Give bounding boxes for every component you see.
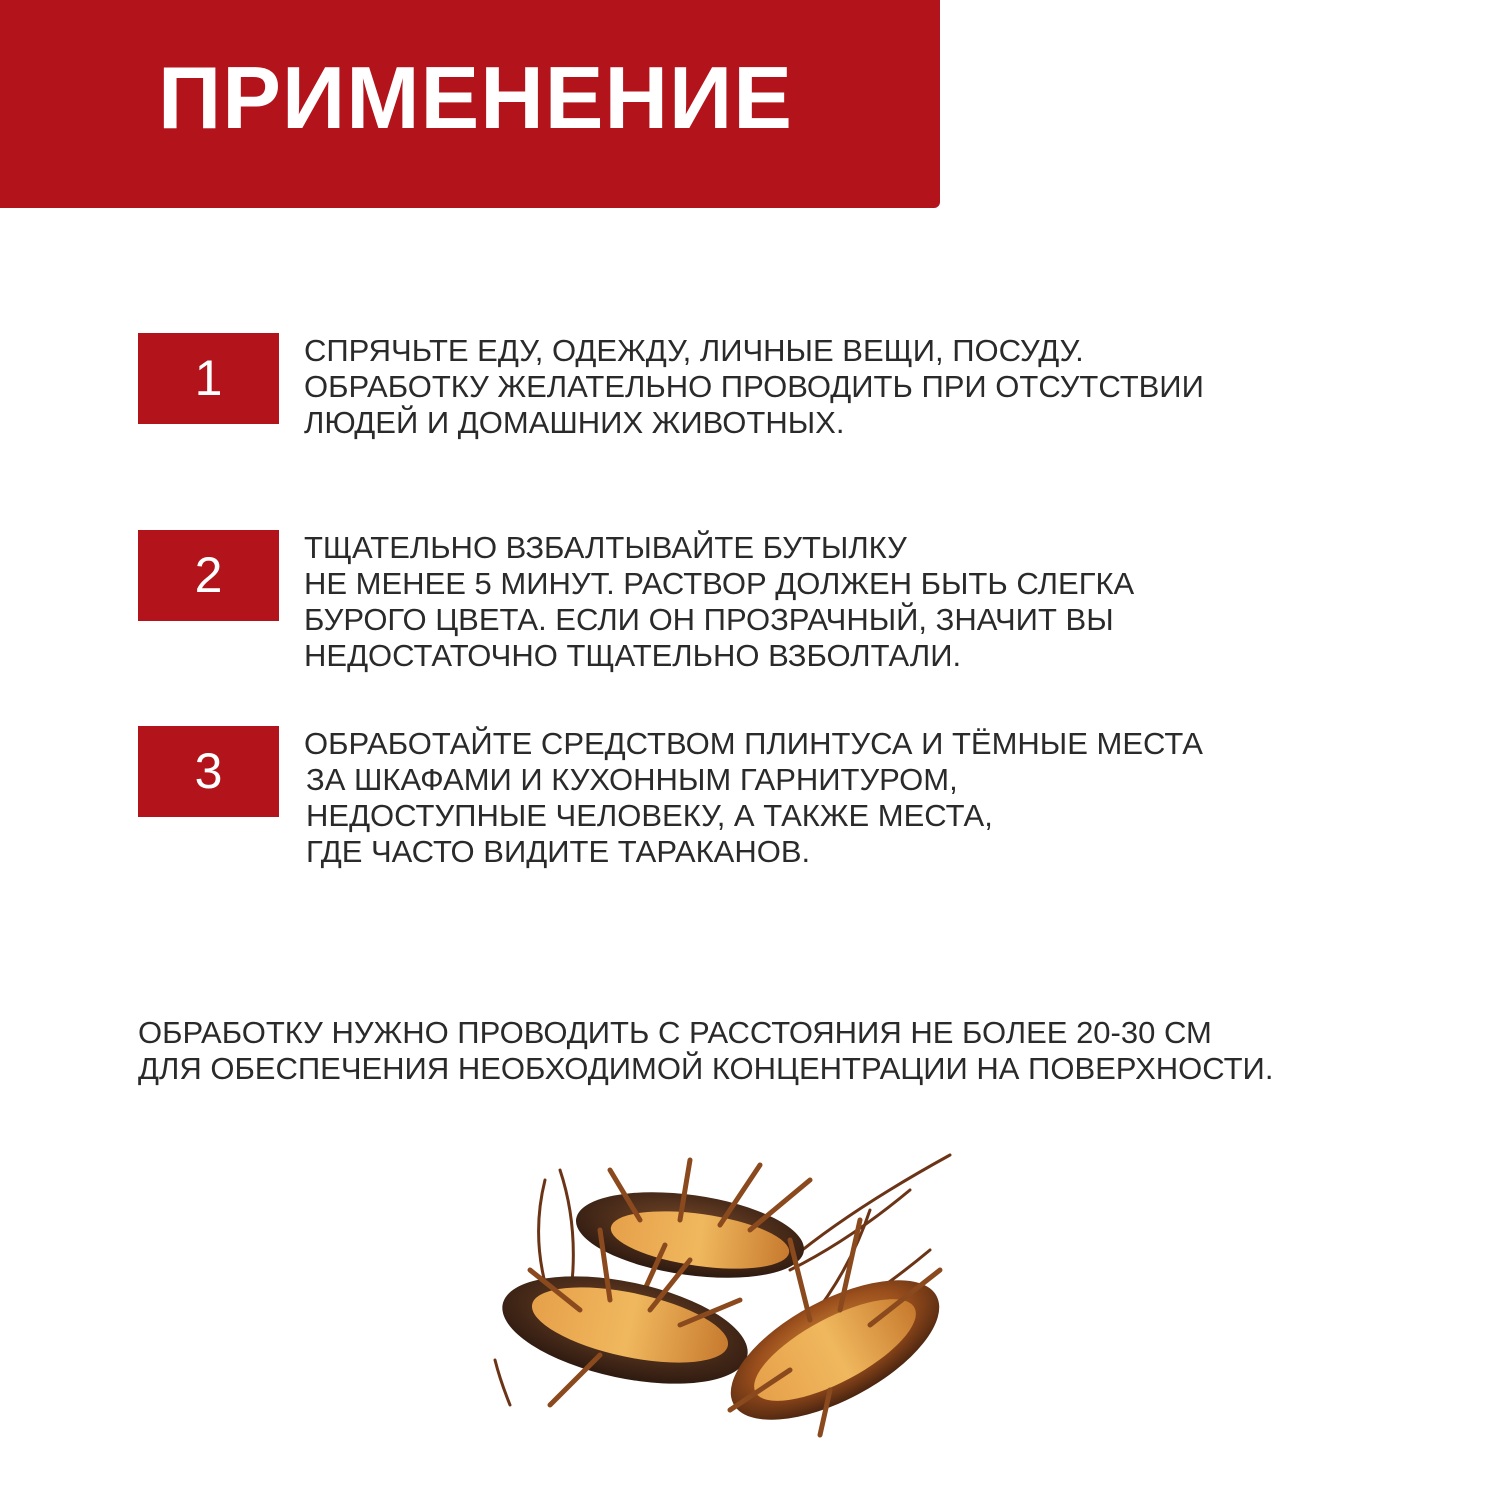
step-text-line: ГДЕ ЧАСТО ВИДИТЕ ТАРАКАНОВ.	[306, 834, 811, 869]
step-text-line: НЕ МЕНЕЕ 5 МИНУТ. РАСТВОР ДОЛЖЕН БЫТЬ СЛЕГКА	[304, 566, 1135, 601]
step-text-line: БУРОГО ЦВЕТА. ЕСЛИ ОН ПРОЗРАЧНЫЙ, ЗНАЧИТ ВЫ	[304, 602, 1114, 637]
step-number-badge: 3	[138, 726, 279, 817]
step-number-badge: 1	[138, 333, 279, 424]
usage-note	[138, 1015, 1368, 1087]
step-text-line: СПРЯЧЬТЕ ЕДУ, ОДЕЖДУ, ЛИЧНЫЕ ВЕЩИ, ПОСУДУ.	[304, 333, 1084, 368]
step-text	[304, 333, 1354, 441]
step-text-line: ЛЮДЕЙ И ДОМАШНИХ ЖИВОТНЫХ.	[304, 405, 845, 440]
step-text-line: ТЩАТЕЛЬНО ВЗБАЛТЫВАЙТЕ БУТЫЛКУ	[304, 530, 907, 565]
step-text-line: ЗА ШКАФАМИ И КУХОННЫМ ГАРНИТУРОМ,	[306, 762, 958, 797]
step-text-line: ОБРАБОТАЙТЕ СРЕДСТВОМ ПЛИНТУСА И ТЁМНЫЕ МЕСТА	[304, 726, 1203, 761]
usage-note-line: ДЛЯ ОБЕСПЕЧЕНИЯ НЕОБХОДИМОЙ КОНЦЕНТРАЦИИ НА ПОВЕРХНОСТИ.	[138, 1051, 1274, 1086]
step-text-line: НЕДОСТУПНЫЕ ЧЕЛОВЕКУ, А ТАКЖЕ МЕСТА,	[306, 798, 993, 833]
usage-note-line: ОБРАБОТКУ НУЖНО ПРОВОДИТЬ С РАССТОЯНИЯ НЕ БОЛЕЕ 20-30 СМ	[138, 1015, 1212, 1050]
dead-cockroaches-icon	[490, 1150, 970, 1440]
step-text	[304, 530, 1354, 674]
step-text-line: ОБРАБОТКУ ЖЕЛАТЕЛЬНО ПРОВОДИТЬ ПРИ ОТСУТСТВИИ	[304, 369, 1204, 404]
page-title: ПРИМЕНЕНИЕ	[158, 48, 793, 147]
header-banner	[0, 0, 940, 208]
step-text-line: НЕДОСТАТОЧНО ТЩАТЕЛЬНО ВЗБОЛТАЛИ.	[304, 638, 962, 673]
step-text	[304, 726, 1354, 870]
step-number-badge: 2	[138, 530, 279, 621]
